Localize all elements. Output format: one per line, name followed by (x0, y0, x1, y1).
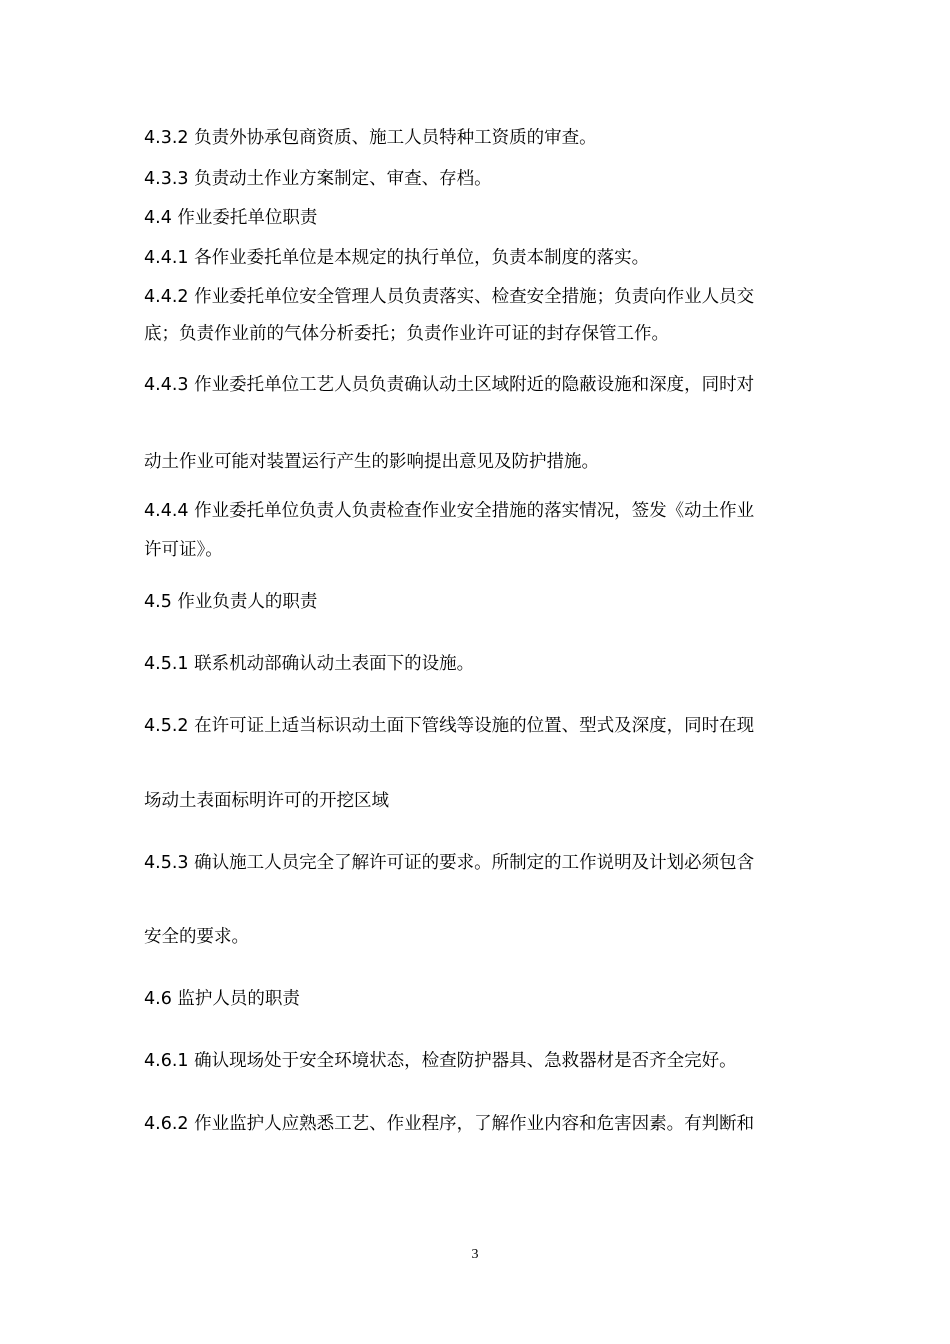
text-line: 动土作业可能对装置运行产生的影响提出意见及防护措施。 (144, 452, 599, 472)
text-line: 4.5.3 确认施工人员完全了解许可证的要求。所制定的工作说明及计划必须包含 (144, 853, 755, 873)
text-line: 4.4.1 各作业委托单位是本规定的执行单位，负责本制度的落实。 (144, 248, 650, 268)
text-line: 4.3.2 负责外协承包商资质、施工人员特种工资质的审查。 (144, 128, 597, 148)
text-line: 安全的要求。 (144, 927, 249, 947)
section-heading: 4.4 作业委托单位职责 (144, 208, 318, 228)
text-line: 4.4.2 作业委托单位安全管理人员负责落实、检查安全措施；负责向作业人员交 (144, 287, 755, 307)
text-line: 4.3.3 负责动土作业方案制定、审查、存档。 (144, 169, 492, 189)
page-number: 3 (471, 1247, 479, 1262)
text-line: 许可证》。 (144, 540, 223, 560)
text-line: 4.4.4 作业委托单位负责人负责检查作业安全措施的落实情况，签发《动土作业 (144, 501, 755, 521)
text-line: 4.6.1 确认现场处于安全环境状态，检查防护器具、急救器材是否齐全完好。 (144, 1051, 737, 1071)
text-line: 4.5.2 在许可证上适当标识动土面下管线等设施的位置、型式及深度，同时在现 (144, 716, 755, 736)
text-line: 场动土表面标明许可的开挖区域 (144, 791, 389, 811)
section-heading: 4.5 作业负责人的职责 (144, 592, 318, 612)
text-line: 4.6.2 作业监护人应熟悉工艺、作业程序，了解作业内容和危害因素。有判断和 (144, 1114, 755, 1134)
text-line: 4.4.3 作业委托单位工艺人员负责确认动土区域附近的隐蔽设施和深度，同时对 (144, 375, 755, 395)
section-heading: 4.6 监护人员的职责 (144, 989, 300, 1009)
text-line: 4.5.1 联系机动部确认动土表面下的设施。 (144, 654, 475, 674)
text-line: 底；负责作业前的气体分析委托；负责作业许可证的封存保管工作。 (144, 324, 669, 344)
